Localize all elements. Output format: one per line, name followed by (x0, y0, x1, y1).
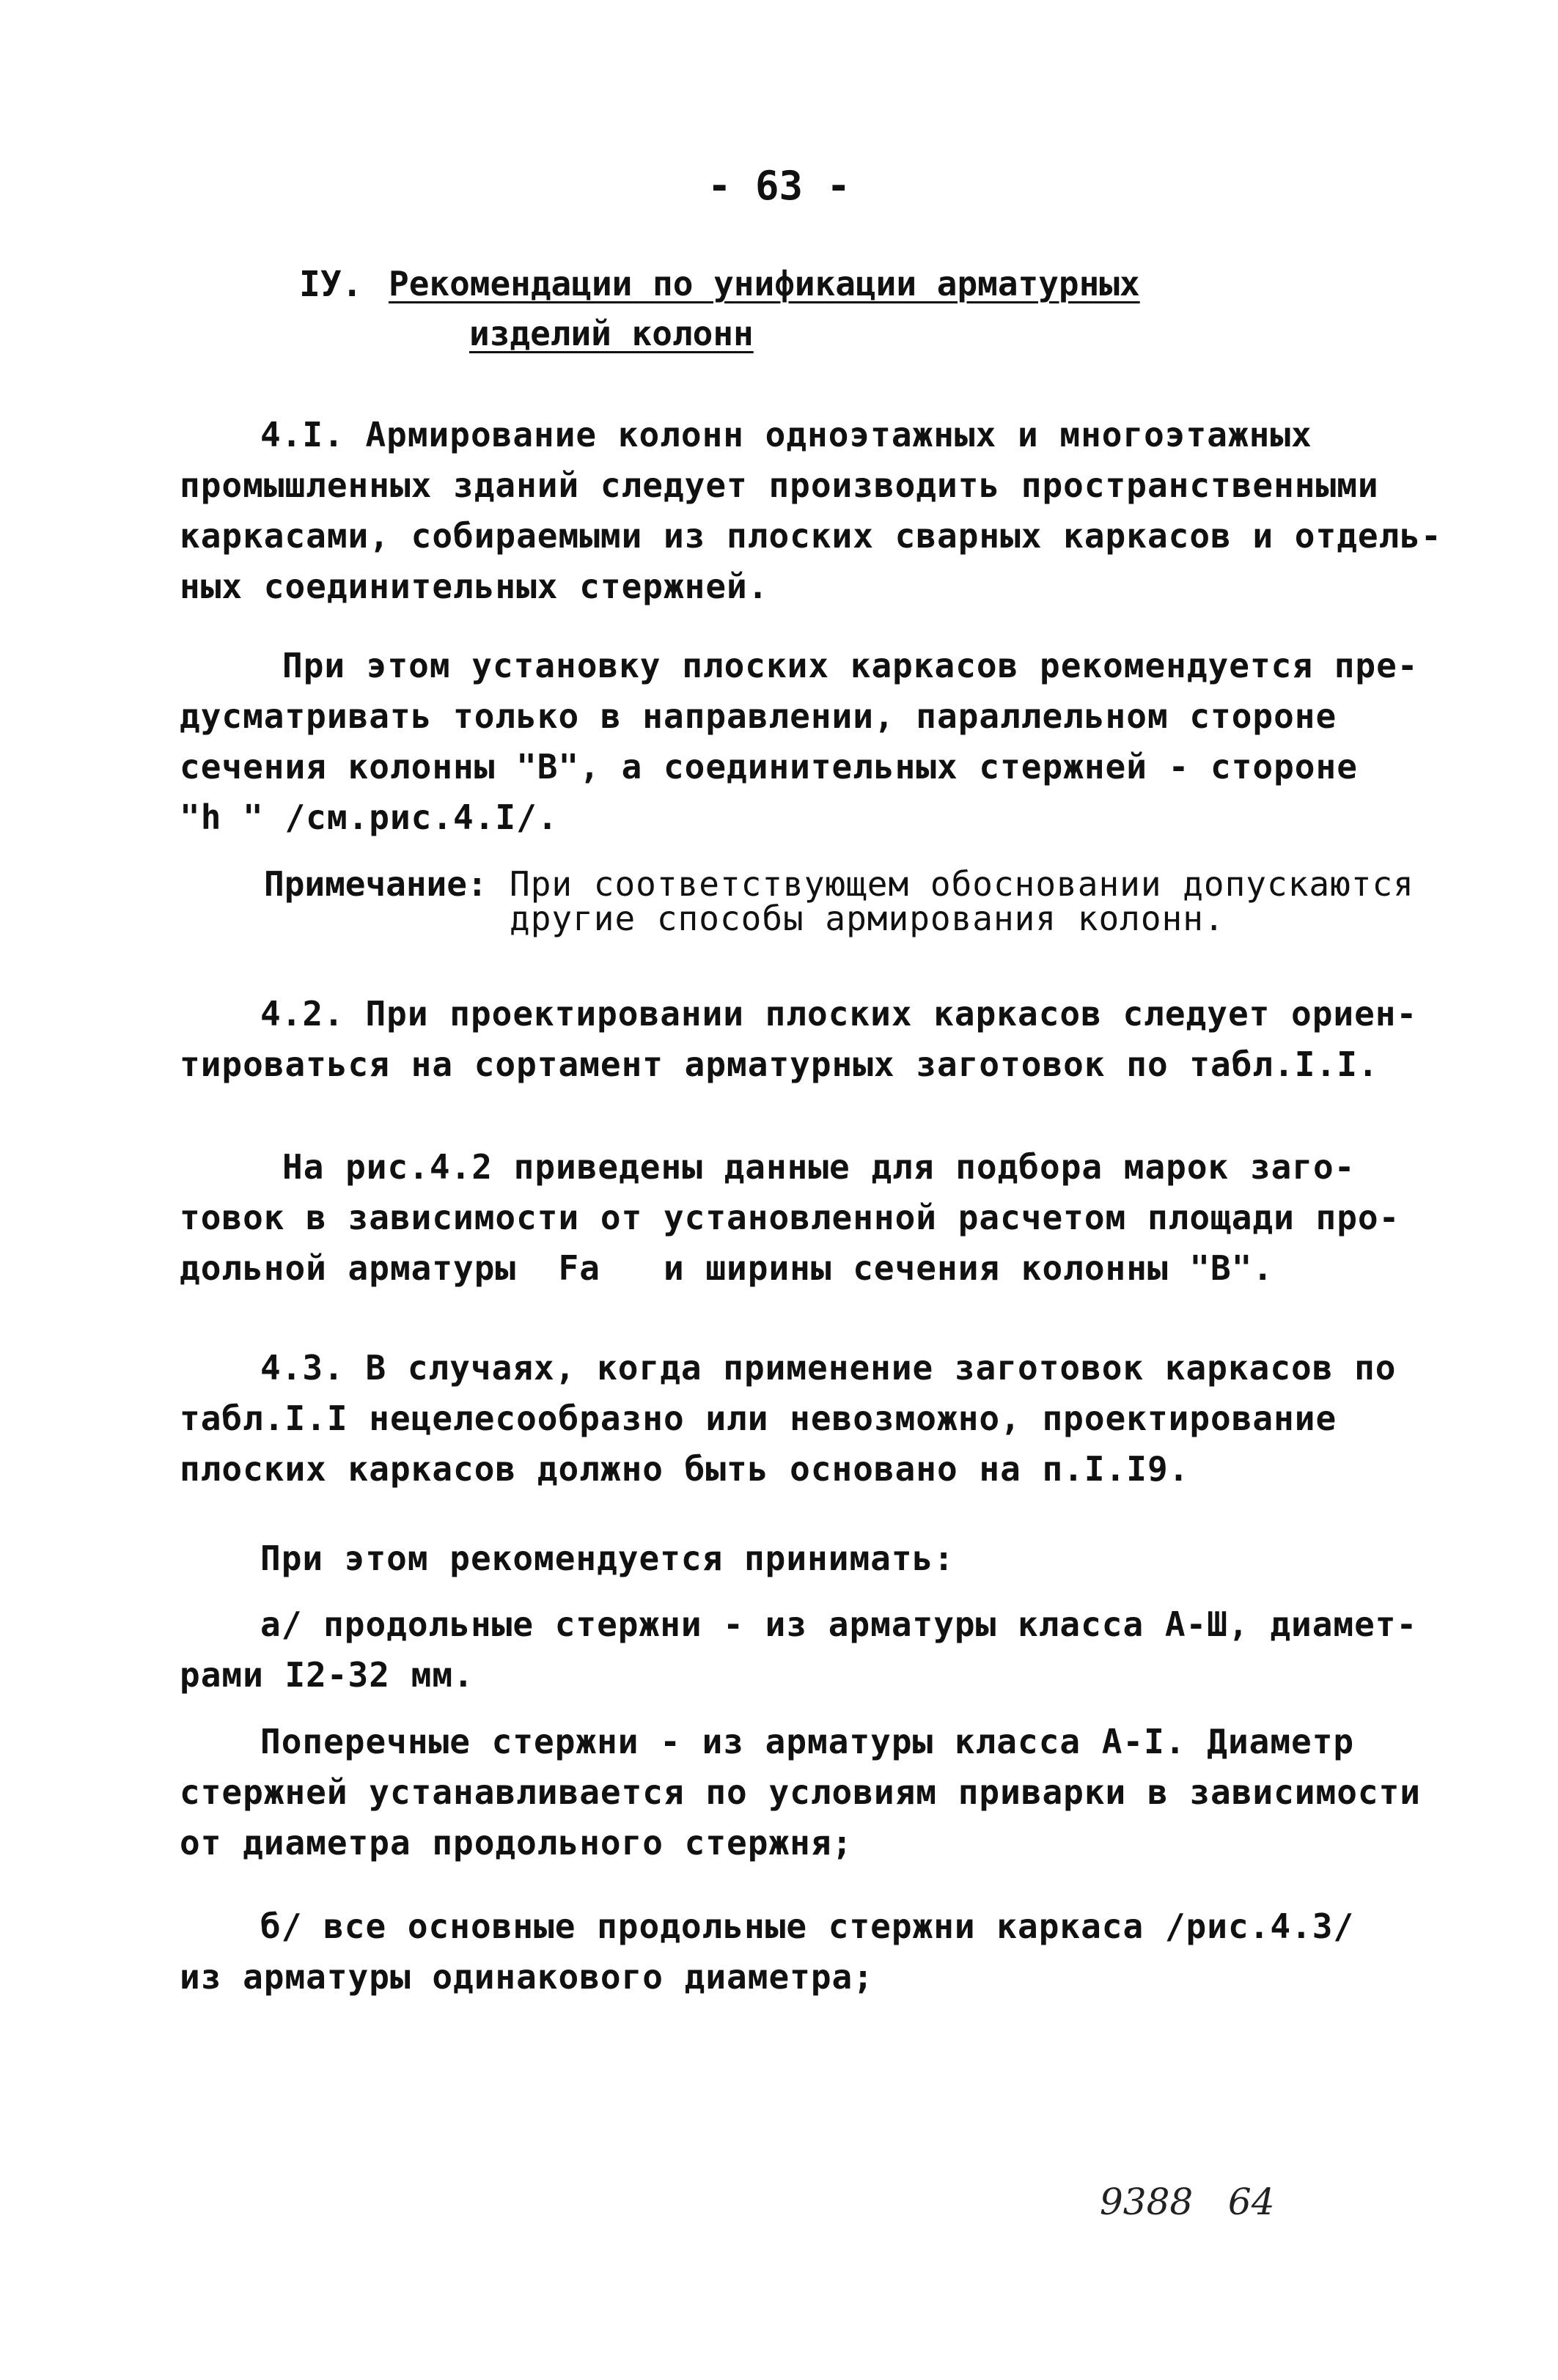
paragraph-fig-line-2: товок в зависимости от установленной расчетом площади про- (180, 1198, 1400, 1237)
item-a-line-1: а/ продольные стержни - из арматуры класса А-Ш, диамет- (260, 1605, 1418, 1644)
note-line-1: При соответствующем обосновании допускаются (510, 864, 1414, 904)
transverse-line-1: Поперечные стержни - из арматуры класса А-I. Диаметр (260, 1722, 1355, 1761)
paragraph-4-2-line-2: тироваться на сортамент арматурных заготовок по табл.I.I. (180, 1045, 1379, 1084)
paragraph-4-1-line-1: 4.I. Армирование колонн одноэтажных и многоэтажных (260, 415, 1312, 454)
paragraph-2-line-4: "h " /см.рис.4.I/. (180, 797, 559, 837)
item-b-line-2: из арматуры одинакового диаметра; (180, 1957, 874, 1997)
paragraph-2-line-2: дусматривать только в направлении, параллельном стороне (180, 696, 1337, 736)
paragraph-4-1-line-3: каркасами, собираемыми из плоских сварных каркасов и отдель- (180, 516, 1442, 556)
section-title-line-1: Рекомендации по унификации арматурных (389, 264, 1140, 303)
transverse-line-3: от диаметра продольного стержня; (180, 1823, 853, 1863)
note-line-2: другие способы армирования колонн. (510, 899, 1225, 938)
section-number: IУ. (299, 264, 363, 305)
paragraph-4-1-line-4: ных соединительных стержней. (180, 567, 769, 606)
section-title-line-2: изделий колонн (469, 314, 754, 353)
item-b-line-1: б/ все основные продольные стержни каркаса /рис.4.3/ (260, 1906, 1355, 1946)
paragraph-4-1-line-2: промышленных зданий следует производить пространственными (180, 465, 1379, 505)
paragraph-4-2-line-1: 4.2. При проектировании плоских каркасов следует ориен- (260, 994, 1418, 1034)
paragraph-recommend-line-1: При этом рекомендуется принимать: (260, 1539, 955, 1578)
paragraph-2-line-3: сечения колонны "В", а соединительных стержней - стороне (180, 747, 1358, 786)
paragraph-2-line-1: При этом установку плоских каркасов рекомендуется пре- (282, 646, 1419, 685)
paragraph-4-3-line-2: табл.I.I нецелесообразно или невозможно, проектирование (180, 1399, 1337, 1438)
paragraph-fig-line-3: дольной арматуры Fa и ширины сечения колонны "В". (180, 1248, 1274, 1288)
note-label: Примечание: (264, 864, 488, 904)
handwritten-footer-mark: 9388 64 (1100, 2181, 1275, 2223)
paragraph-4-3-line-3: плоских каркасов должно быть основано на п.I.I9. (180, 1449, 1190, 1489)
paragraph-4-3-line-1: 4.3. В случаях, когда применение заготовок каркасов по (260, 1348, 1397, 1388)
page-number: - 63 - (707, 163, 851, 209)
transverse-line-2: стержней устанавливается по условиям приварки в зависимости (180, 1772, 1421, 1812)
paragraph-fig-line-1: На рис.4.2 приведены данные для подбора марок заго- (282, 1147, 1356, 1187)
item-a-line-2: рами I2-32 мм. (180, 1655, 474, 1695)
